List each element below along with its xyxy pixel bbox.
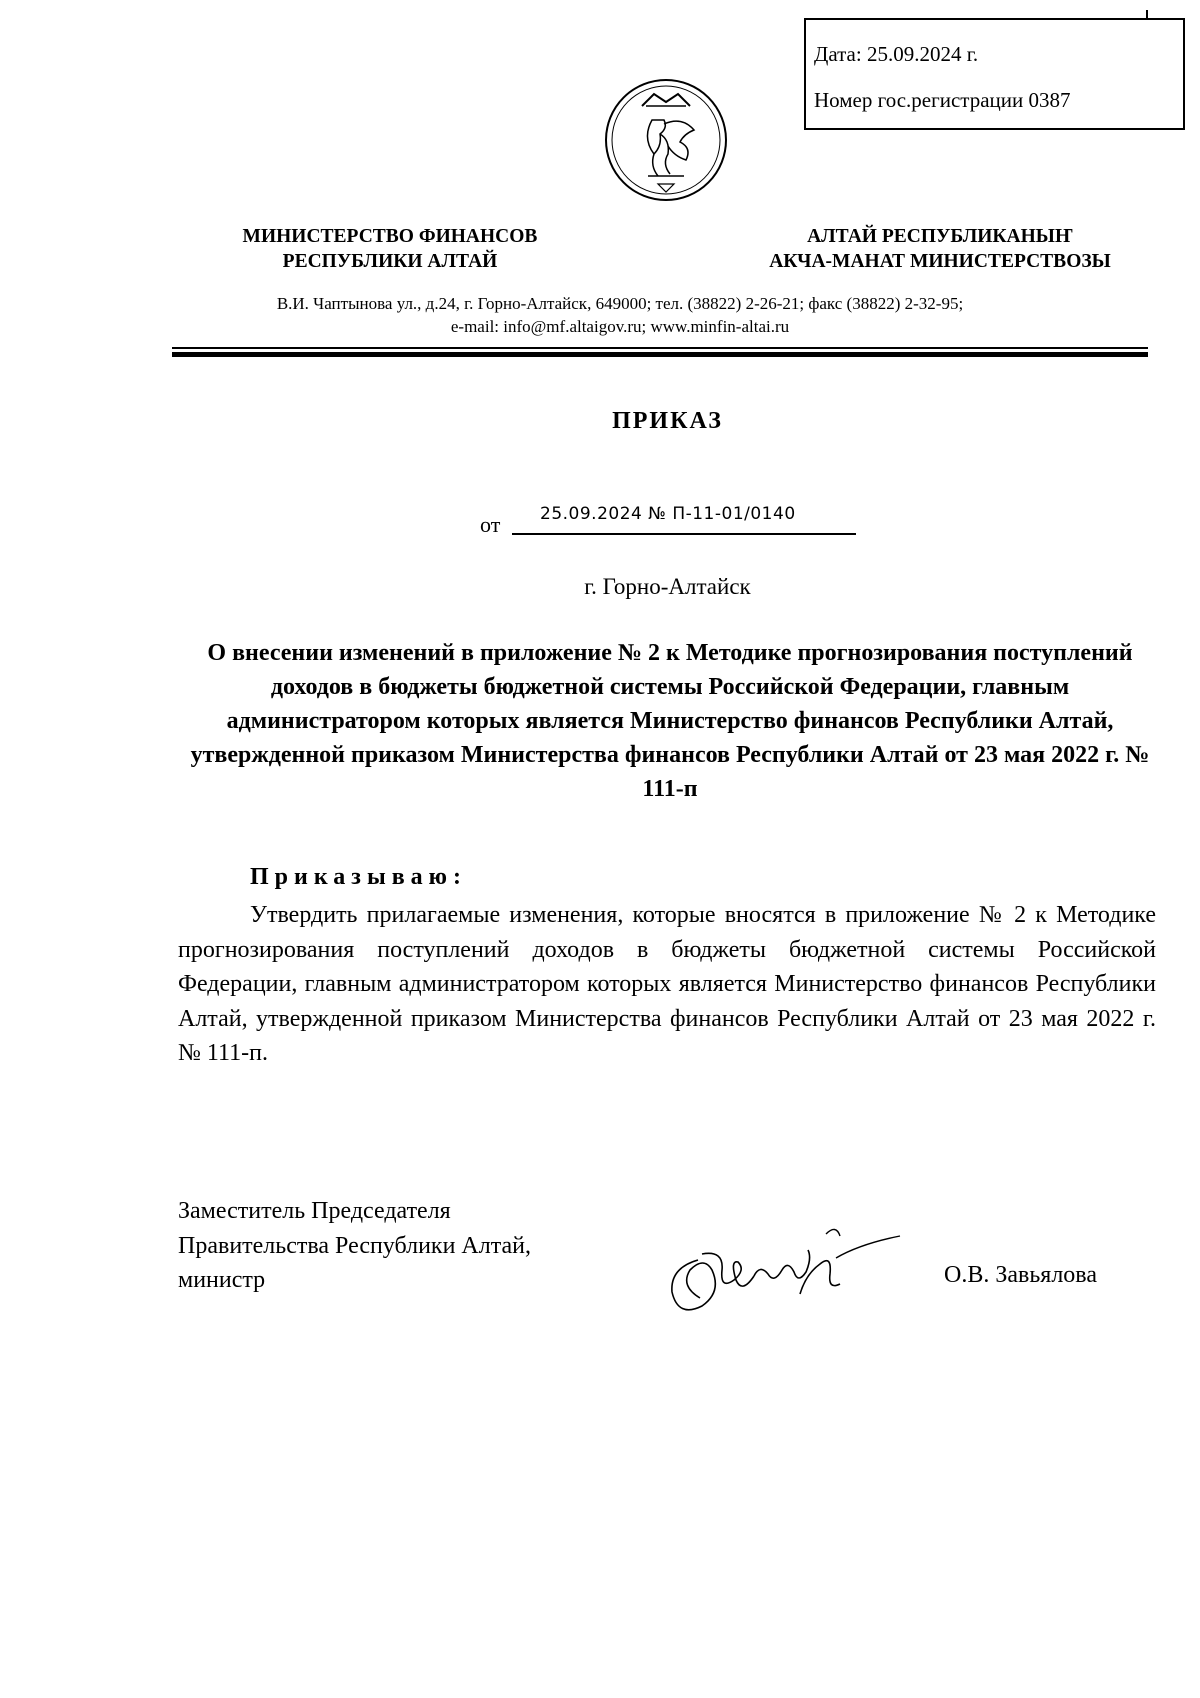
signatory-name: О.В. Завьялова [944,1262,1097,1288]
address-line2: e-mail: info@mf.altaigov.ru; www.minfin-altai.ru [450,317,790,336]
order-number-underline [512,533,856,535]
signatory-position [178,1194,531,1298]
scan-mark [1146,10,1148,18]
ministry-address [170,292,1070,338]
ministry-alt-line1: АЛТАЙ РЕСПУБЛИКАНЫҤ [807,226,1073,247]
order-city: г. Горно-Алтайск [584,574,751,599]
ministry-name-altai [720,224,1160,274]
registration-box [804,18,1185,130]
signatory-position-line2: Правительства Республики Алтай, [178,1232,532,1259]
registration-number: Номер гос.регистрации 0387 [814,88,1071,112]
order-directive-word: Приказываю: [250,864,467,890]
ministry-ru-line1: МИНИСТЕРСТВО ФИНАНСОВ [242,226,538,247]
address-line1: В.И. Чаптынова ул., д.24, г. Горно-Алтайск, 649000; тел. (38822) 2-26-21; факс (38822) 2-32-95; [276,294,964,313]
signatory-position-line3: министр [178,1267,266,1293]
emblem-republic-altai [602,76,730,204]
order-number: 25.09.2024 № П-11-01/0140 [540,504,796,524]
registration-date: Дата: 25.09.2024 г. [814,42,979,66]
handwritten-signature [650,1214,910,1324]
header-divider-thick [172,352,1148,357]
header-divider-thin [172,347,1148,349]
document-title: ПРИКАЗ [612,408,723,434]
order-subject: О внесении изменений в приложение № 2 к Методике прогнозирования поступлений доходов в бюджеты бюджетной системы Российской Федерации, главным администратором которых является Министерство финансов Республики Алтай, утвержденной приказом Министерства финансов Республики Алтай от 23 мая 2022 г. № 111-п [190,640,1150,802]
order-body: Утвердить прилагаемые изменения, которые вносятся в приложение № 2 к Методике прогнозирования поступлений доходов в бюджеты бюджетной системы Российской Федерации, главным администратором которых является Министерство финансов Республики Алтай, утвержденной приказом Министерства финансов Республики Алтай от 23 мая 2022 г. № 111-п. [178,902,1156,1066]
ministry-name-russian [200,224,580,274]
ministry-ru-line2: РЕСПУБЛИКИ АЛТАЙ [282,251,498,272]
signatory-position-line1: Заместитель Председателя [178,1198,451,1224]
order-from-label: от [480,512,501,537]
ministry-alt-line2: АКЧА-МАНАТ МИНИСТЕРСТВОЗЫ [769,251,1111,272]
